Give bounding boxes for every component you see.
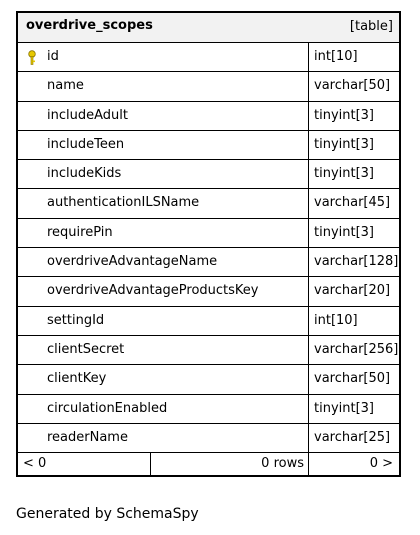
table-name[interactable]: overdrive_scopes — [26, 18, 153, 33]
column-type: varchar[50] — [314, 371, 391, 387]
column-type: tinyint[3] — [314, 166, 375, 182]
parents-count[interactable]: < 0 — [23, 456, 47, 471]
column-name: overdriveAdvantageName — [47, 254, 218, 270]
children-count[interactable]: 0 > — [369, 456, 393, 471]
column-type: tinyint[3] — [314, 136, 375, 152]
column-row[interactable] — [18, 365, 399, 394]
column-name: settingId — [47, 312, 105, 328]
table-entity-box — [16, 11, 401, 477]
column-name: clientSecret — [47, 341, 125, 357]
key-icon — [27, 50, 37, 66]
column-type: int[10] — [314, 312, 358, 328]
column-type: varchar[128] — [314, 254, 399, 270]
column-name: circulationEnabled — [47, 400, 168, 416]
generated-by-label: Generated by SchemaSpy — [16, 506, 199, 522]
column-row[interactable] — [18, 277, 399, 306]
column-name: includeTeen — [47, 136, 125, 152]
column-type: tinyint[3] — [314, 107, 375, 123]
column-type: varchar[50] — [314, 78, 391, 94]
column-name: clientKey — [47, 371, 107, 387]
table-footer — [18, 453, 399, 475]
column-type: varchar[45] — [314, 195, 391, 211]
column-name: authenticationILSName — [47, 195, 200, 211]
column-type: varchar[256] — [314, 341, 399, 357]
column-row[interactable] — [18, 395, 399, 424]
column-name: name — [47, 78, 84, 94]
column-row[interactable] — [18, 160, 399, 189]
column-row[interactable] — [18, 336, 399, 365]
column-type: tinyint[3] — [314, 400, 375, 416]
column-row[interactable] — [18, 189, 399, 218]
table-type-label: [table] — [349, 19, 393, 34]
column-row[interactable] — [18, 102, 399, 131]
column-name: includeKids — [47, 166, 122, 182]
column-row[interactable] — [18, 307, 399, 336]
column-row[interactable] — [18, 219, 399, 248]
column-row[interactable] — [18, 248, 399, 277]
column-type: int[10] — [314, 49, 358, 64]
column-row[interactable] — [18, 131, 399, 160]
table-header — [18, 13, 399, 43]
column-name: id — [47, 49, 59, 64]
column-type: tinyint[3] — [314, 224, 375, 240]
column-name: requirePin — [47, 224, 113, 240]
column-row[interactable] — [18, 424, 399, 453]
column-row[interactable] — [18, 72, 399, 101]
column-row[interactable] — [18, 43, 399, 72]
column-name: overdriveAdvantageProductsKey — [47, 283, 259, 299]
column-name: readerName — [47, 429, 128, 445]
column-name: includeAdult — [47, 107, 128, 123]
column-type: varchar[20] — [314, 283, 391, 299]
column-type: varchar[25] — [314, 429, 391, 445]
column-list — [18, 43, 399, 453]
row-count: 0 rows — [261, 456, 304, 471]
